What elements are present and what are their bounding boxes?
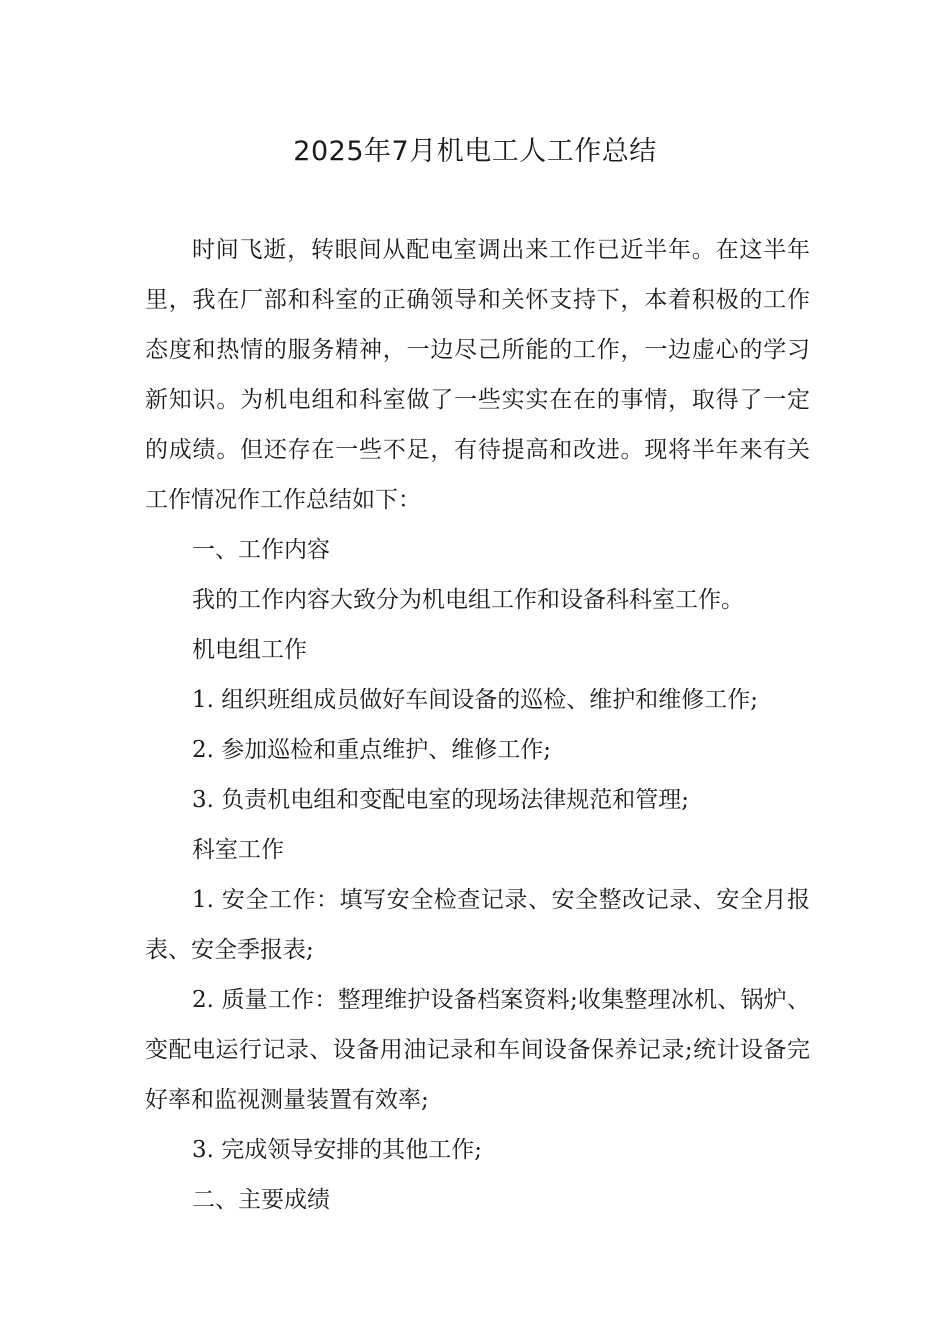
list-item-group-2: 2. 参加巡检和重点维护、维修工作; <box>192 737 552 763</box>
paragraph-work-scope: 我的工作内容大致分为机电组工作和设备科科室工作。 <box>192 587 744 613</box>
list-item-group-3: 3. 负责机电组和变配电室的现场法律规范和管理; <box>192 787 690 813</box>
paragraph-intro: 时间飞逝，转眼间从配电室调出来工作已近半年。在这半年里，我在厂部和科室的正确领导和关怀支持下，本着积极的工作态度和热情的服务精神，一边尽己所能的工作，一边虚心的学习新知识。为机电组和科室做了一些实实在在的事情，取得了一定的成绩。但还存在一些不足，有待提高和改进。现将半年来有关工作情况作工作总结如下： <box>145 237 810 513</box>
subheading-office-work: 科室工作 <box>192 837 284 863</box>
heading-work-content: 一、工作内容 <box>192 537 330 563</box>
subheading-mechanical-group: 机电组工作 <box>192 637 307 663</box>
document-body <box>145 225 810 1225</box>
document-title: 2025年7月机电工人工作总结 <box>293 136 657 167</box>
list-item-office-3: 3. 完成领导安排的其他工作; <box>192 1137 483 1163</box>
list-item-group-1: 1. 组织班组成员做好车间设备的巡检、维护和维修工作; <box>192 687 759 713</box>
list-item-office-2: 2. 质量工作：整理维护设备档案资料;收集整理冰机、锅炉、变配电运行记录、设备用油记录和车间设备保养记录;统计设备完好率和监视测量装置有效率; <box>145 987 810 1113</box>
heading-main-achievements: 二、主要成绩 <box>192 1187 330 1213</box>
list-item-office-1: 1. 安全工作：填写安全检查记录、安全整改记录、安全月报表、安全季报表; <box>145 887 810 963</box>
